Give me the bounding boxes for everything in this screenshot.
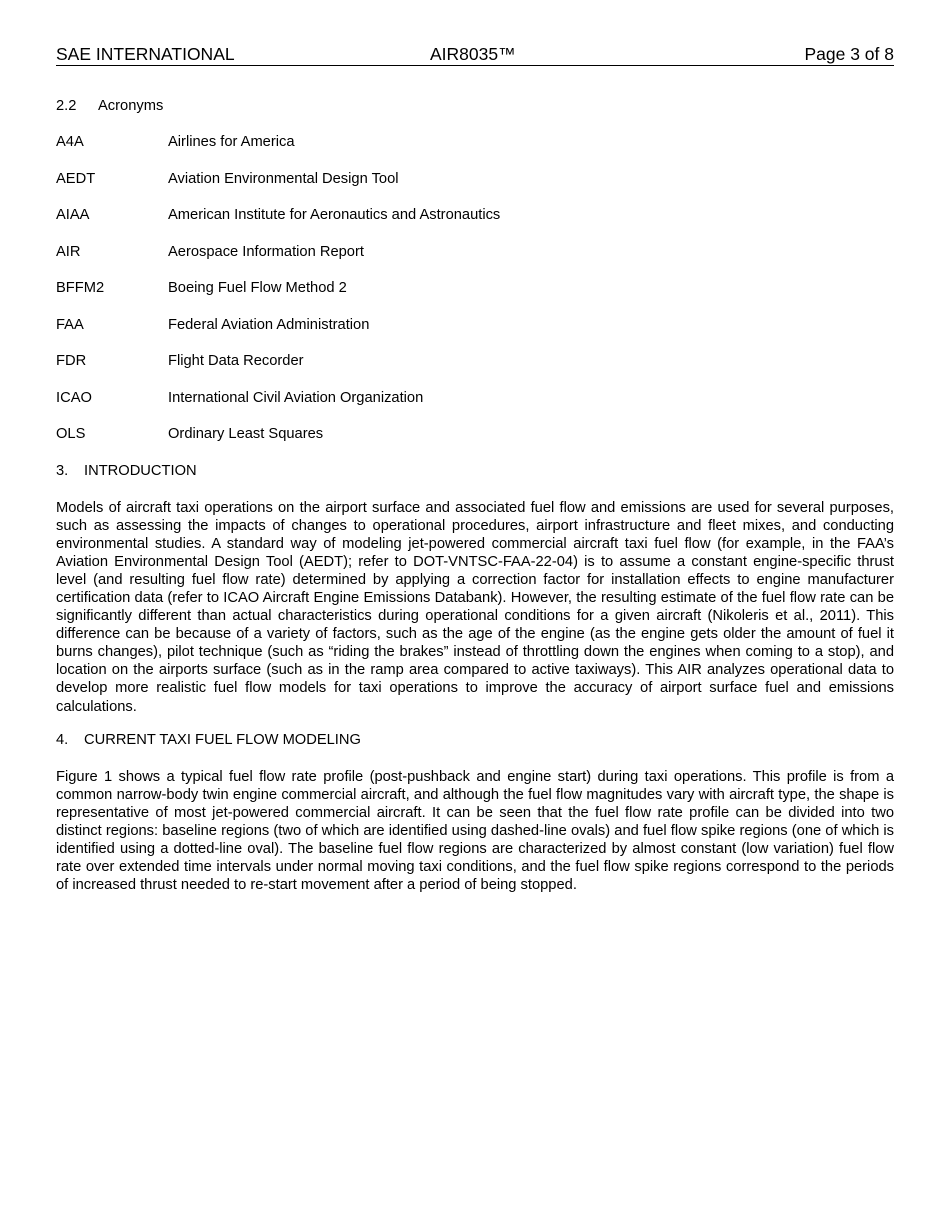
acronym-term: OLS [56, 426, 86, 442]
acronym-row [56, 171, 894, 191]
introduction-heading [56, 463, 197, 479]
acronym-definition: Boeing Fuel Flow Method 2 [168, 280, 347, 296]
acronym-term: BFFM2 [56, 280, 105, 296]
acronym-row [56, 280, 894, 300]
acronym-term: AIAA [56, 207, 90, 223]
current-modeling-paragraph: Figure 1 shows a typical fuel flow rate profile (post-pushback and engine start) during taxi operations. This profile is from a common narrow-body twin engine commercial aircraft, and although the fuel flow magnitudes vary with aircraft type, the shape is representative of most jet-powered commercial aircraft. It can be seen that the fuel flow rate profile can be divided into two distinct regions: baseline regions (two of which are identified using dashed-line ovals) and fuel flow spike regions (one of which is identified using a dotted-line oval). The baseline fuel flow regions are characterized by almost constant (low variation) fuel flow rate over extended time intervals under normal moving taxi conditions, and the fuel flow spike regions correspond to the periods of increased thrust needed to re-start movement after a period of being stopped. [56, 769, 894, 894]
acronym-term: AIR [56, 244, 81, 260]
acronym-definition: American Institute for Aeronautics and Astronautics [168, 207, 501, 223]
page-header [56, 43, 894, 66]
acronym-row [56, 134, 894, 154]
acronyms-section-title: Acronyms [98, 98, 164, 114]
current-modeling-heading [56, 732, 361, 748]
acronym-term: AEDT [56, 171, 96, 187]
acronym-term: FDR [56, 353, 87, 369]
acronyms-section-number: 2.2 [56, 98, 77, 114]
acronym-definition: Aerospace Information Report [168, 244, 364, 260]
acronym-term: FAA [56, 317, 84, 333]
acronym-row [56, 317, 894, 337]
acronym-row [56, 426, 894, 446]
acronym-definition: Ordinary Least Squares [168, 426, 324, 442]
acronym-definition: Federal Aviation Administration [168, 317, 370, 333]
acronym-term: A4A [56, 134, 84, 150]
acronym-definition: Flight Data Recorder [168, 353, 304, 369]
introduction-section-number: 3. [56, 463, 69, 479]
current-modeling-section-number: 4. [56, 732, 69, 748]
acronyms-heading [56, 98, 163, 114]
introduction-paragraph: Models of aircraft taxi operations on the airport surface and associated fuel flow and emissions are used for several purposes, such as assessing the impacts of changes to operational procedures, airport infrastructure and fleet mixes, and conducting environmental studies. A standard way of modeling jet-powered commercial aircraft taxi fuel flow (for example, in the FAA’s Aviation Environmental Design Tool (AEDT); refer to DOT-VNTSC-FAA-22-04) is to assume a constant engine-specific thrust level (and resulting fuel flow rate) determined by applying a correction factor for installation effects to engine manufacturer certification data (refer to ICAO Aircraft Engine Emissions Databank). However, the resulting estimate of the fuel flow rate can be significantly different than actual characteristics during operational conditions for a given aircraft (Nikoleris et al., 2011). This difference can be because of a variety of factors, such as the age of the engine (as the engine gets older the amount of fuel it burns changes), pilot technique (such as “riding the brakes” instead of throttling down the engines when coming to a stop), and location on the airports surface (such as in the ramp area compared to active taxiways). This AIR analyzes operational data to develop more realistic fuel flow models for taxi operations to improve the accuracy of airport surface fuel and emissions calculations. [56, 500, 894, 715]
header-doc-id: AIR8035™ [430, 44, 516, 64]
acronym-definition: International Civil Aviation Organization [168, 390, 424, 406]
acronym-row [56, 390, 894, 410]
acronym-term: ICAO [56, 390, 92, 406]
acronym-definition: Aviation Environmental Design Tool [168, 171, 399, 187]
header-page-number: Page 3 of 8 [804, 44, 894, 64]
introduction-section-title: INTRODUCTION [84, 463, 197, 479]
acronym-row [56, 244, 894, 264]
current-modeling-section-title: CURRENT TAXI FUEL FLOW MODELING [84, 732, 361, 748]
header-org: SAE INTERNATIONAL [56, 44, 235, 64]
acronym-row [56, 207, 894, 227]
acronym-row [56, 353, 894, 373]
acronym-definition: Airlines for America [168, 134, 295, 150]
